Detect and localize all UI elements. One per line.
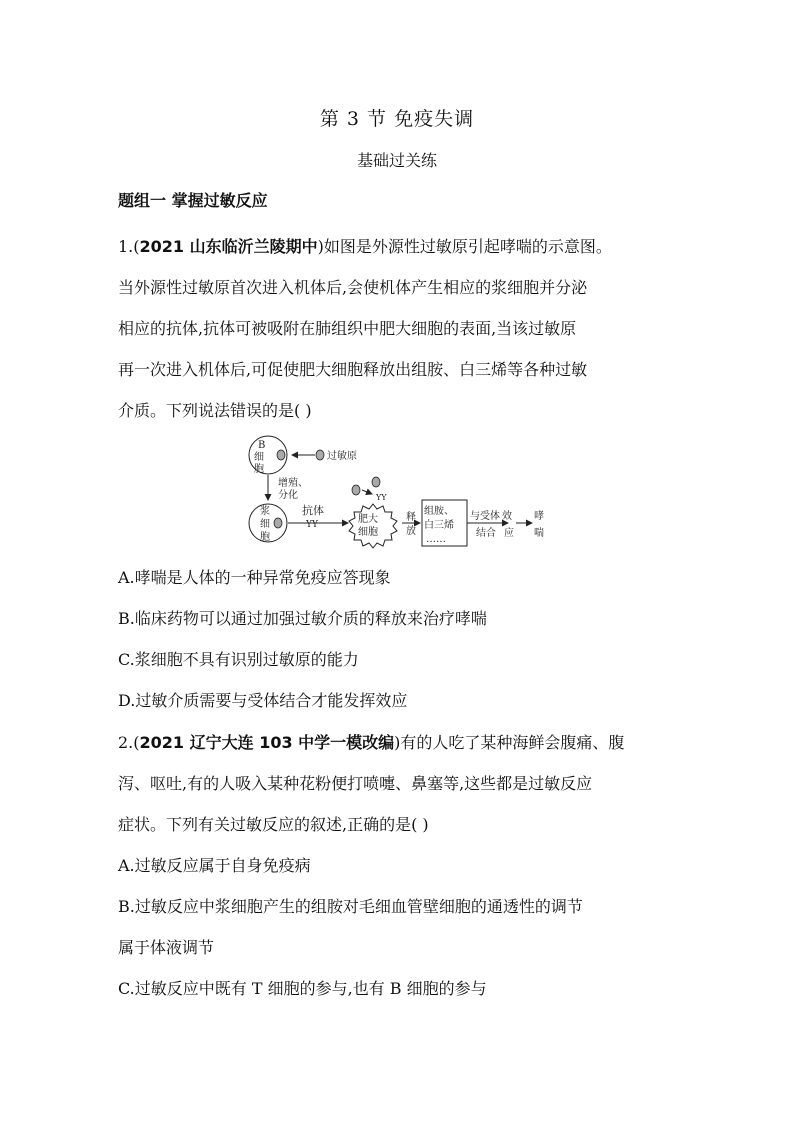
proliferation-label: 分化 <box>278 490 298 501</box>
question-2-number: 2.( <box>118 733 140 752</box>
question-2-line: 症状。下列有关过敏反应的叙述,正确的是( ) <box>118 815 429 834</box>
question-2-option-b-cont: 属于体液调节 <box>118 938 215 957</box>
mast-cell-outline <box>349 504 397 548</box>
allergy-asthma-diagram <box>240 430 560 555</box>
antibody-symbols: YY <box>306 520 318 530</box>
plasma-cell-label: 细 <box>260 519 270 530</box>
question-2-line: 泻、呕吐,有的人吸入某种花粉便打喷嚏、鼻塞等,这些都是过敏反应 <box>118 774 593 793</box>
question-1-option-a: A.哮喘是人体的一种异常免疫应答现象 <box>118 568 391 587</box>
allergen-particle <box>352 485 360 495</box>
question-1-line: 介质。下列说法错误的是( ) <box>118 401 312 420</box>
allergen-particle <box>372 477 380 487</box>
mediators-label: 白三烯 <box>424 520 454 531</box>
question-1-line: 再一次进入机体后,可促使肥大细胞释放出组胺、白三烯等各种过敏 <box>118 360 588 379</box>
plasma-nucleus <box>274 518 282 528</box>
mast-cell-label: 细胞 <box>358 527 378 538</box>
question-1-option-b: B.临床药物可以通过加强过敏介质的释放来治疗哮喘 <box>118 609 487 628</box>
question-2-option-a: A.过敏反应属于自身免疫病 <box>118 856 311 875</box>
allergen-label: 过敏原 <box>327 451 357 462</box>
antibody-label: 抗体 <box>302 504 324 517</box>
asthma-label: 喘 <box>534 528 544 539</box>
effect-label: 应 <box>504 528 514 539</box>
question-1-number: 1.( <box>118 237 140 256</box>
question-1-source: 2021 山东临沂兰陵期中 <box>139 237 318 256</box>
proliferation-label: 增殖、 <box>278 478 308 489</box>
question-group-heading: 题组一 掌握过敏反应 <box>118 191 268 210</box>
question-1-option-d: D.过敏介质需要与受体结合才能发挥效应 <box>118 691 408 710</box>
question-1-stem: 1.(2021 山东临沂兰陵期中)如图是外源性过敏原引起哮喘的示意图。 当外源性过敏原首次进入机体后,会使机体产生相应的浆细胞并分泌 相应的抗体,抗体可被吸附在肺组织中肥大细胞的表面,当该过敏原 再一次进入机体后,可促使肥大细胞释放出组胺、白三烯等各种过敏 介质。下列说法错误的是( ) <box>118 226 688 431</box>
plasma-cell-label: 浆 <box>260 506 270 517</box>
binding-arrow <box>362 490 372 494</box>
question-1-line: 如图是外源性过敏原引起哮喘的示意图。 <box>323 237 612 256</box>
allergen-particle <box>277 450 285 460</box>
mediators-label: …… <box>426 534 446 545</box>
question-2-source: 2021 辽宁大连 103 中学一模改编 <box>139 733 395 752</box>
mediators-label: 组胺、 <box>424 506 454 517</box>
question-1-line: 当外源性过敏原首次进入机体后,会使机体产生相应的浆细胞并分泌 <box>118 278 588 297</box>
question-2-option-b: B.过敏反应中浆细胞产生的组胺对毛细血管壁细胞的通透性的调节 <box>118 897 583 916</box>
release-label: 释 <box>406 512 416 523</box>
mast-cell-label: 肥大 <box>358 514 378 525</box>
question-2-line: 有的人吃了某种海鲜会腹痛、腹 <box>400 733 625 752</box>
allergen-particle <box>316 450 324 460</box>
asthma-label: 哮 <box>534 511 544 522</box>
b-cell-label: 胞 <box>254 464 264 475</box>
question-1-option-c: C.浆细胞不具有识别过敏原的能力 <box>118 650 359 669</box>
plasma-cell-label: 胞 <box>260 532 270 543</box>
b-cell-label: B <box>258 440 266 451</box>
section-title: 第 3 节 免疫失调 <box>319 108 475 130</box>
question-2-stem: 2.(2021 辽宁大连 103 中学一模改编)有的人吃了某种海鲜会腹痛、腹 泻、呕吐,有的人吸入某种花粉便打喷嚏、鼻塞等,这些都是过敏反应 症状。下列有关过敏反应的叙述,正确的是( ) <box>118 722 688 845</box>
section-subtitle: 基础过关练 <box>356 151 437 170</box>
question-2-option-c: C.过敏反应中既有 T 细胞的参与,也有 B 细胞的参与 <box>118 979 487 998</box>
bind-label: 与受体 <box>470 511 500 522</box>
receptor-symbols: YY <box>376 493 387 502</box>
effect-label: 效 <box>502 511 512 522</box>
b-cell-label: 细 <box>254 452 264 463</box>
release-label: 放 <box>406 526 416 537</box>
question-1-line: 相应的抗体,抗体可被吸附在肺组织中肥大细胞的表面,当该过敏原 <box>118 319 577 338</box>
bind-label: 结合 <box>476 528 496 539</box>
